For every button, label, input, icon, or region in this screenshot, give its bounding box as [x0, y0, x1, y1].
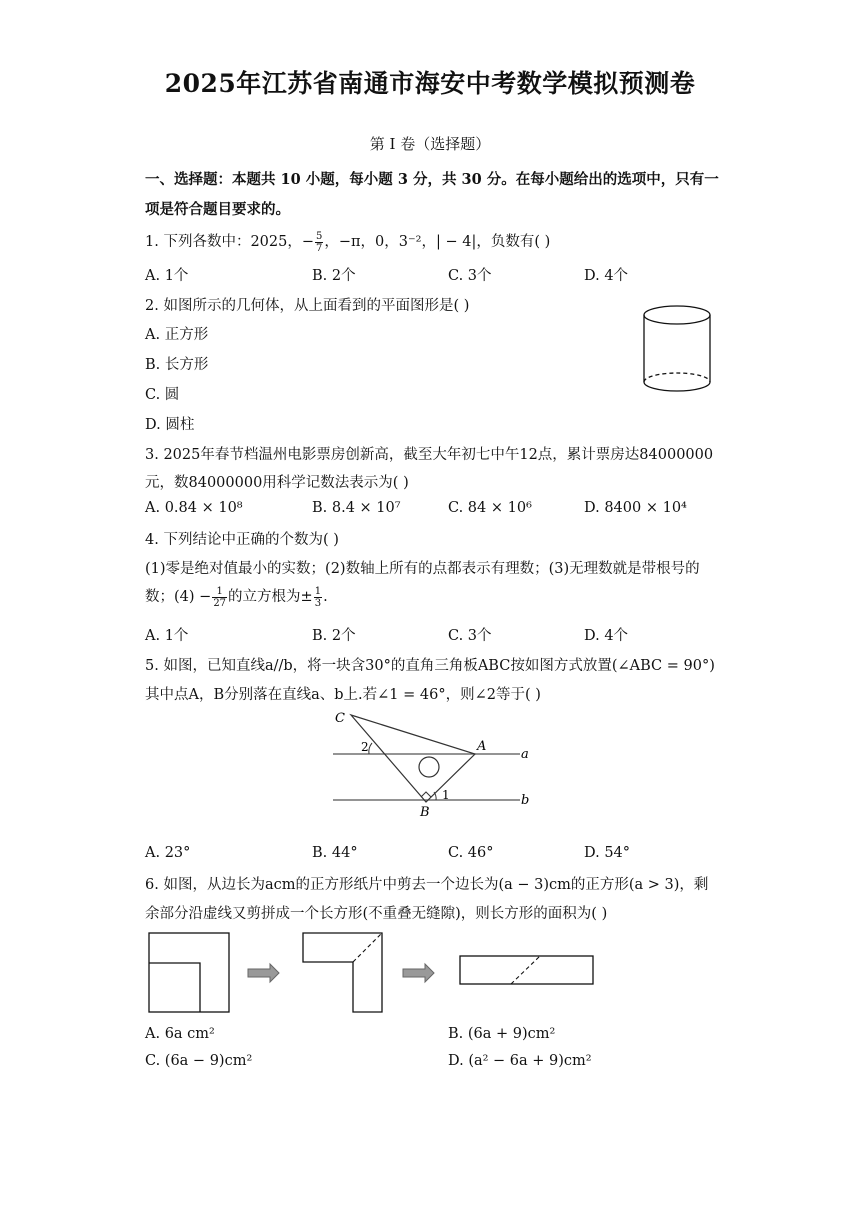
question-4-line-2: 数；(4) − $\frac{1}{27}$ 的立方根为± $\frac{1}{3}$ .	[145, 585, 328, 609]
q1-option-b[interactable]: B. 2个	[312, 268, 356, 284]
cylinder-figure	[638, 300, 718, 400]
q4-option-c[interactable]: C. 3个	[448, 628, 492, 644]
question-3-line-2: 元，数84000000用科学记数法表示为( )	[145, 475, 409, 491]
q1-stem-pre: 1. 下列各数中：2025，−	[145, 234, 314, 250]
label-line-b: b	[521, 793, 530, 808]
question-3-line-1: 3. 2025年春节档温州电影票房创新高，截至大年初七中午12点，累计票房达84000000	[145, 447, 714, 463]
q2-option-c[interactable]: C. 圆	[145, 387, 180, 403]
question-4-stem: 4. 下列结论中正确的个数为( )	[145, 532, 339, 548]
q5-option-b[interactable]: B. 44°	[312, 845, 358, 861]
q5-option-c[interactable]: C. 46°	[448, 845, 494, 861]
q2-option-d[interactable]: D. 圆柱	[145, 417, 195, 433]
section-title: 第 I 卷（选择题）	[369, 135, 491, 153]
question-5-line-2: 其中点A，B分别落在直线a、b上.若∠1 = 46°，则∠2等于( )	[145, 687, 541, 703]
q1-option-d[interactable]: D. 4个	[584, 268, 629, 284]
instructions-line-1: 一、选择题：本题共 10 小题，每小题 3 分，共 30 分。在每小题给出的选项中，只有一	[145, 171, 719, 188]
q6-option-b[interactable]: B. (6a + 9)cm²	[448, 1026, 556, 1042]
q1-option-a[interactable]: A. 1个	[145, 268, 189, 284]
q3-option-c[interactable]: C. 84 × 10⁶	[448, 500, 532, 516]
label-A: A	[477, 739, 487, 754]
q6-option-d[interactable]: D. (a² − 6a + 9)cm²	[448, 1053, 592, 1069]
q3-option-d[interactable]: D. 8400 × 10⁴	[584, 500, 687, 516]
q4-fraction-2: $\frac{1}{3}$	[314, 585, 322, 609]
q3-option-b[interactable]: B. 8.4 × 10⁷	[312, 500, 401, 516]
q2-option-a[interactable]: A. 正方形	[145, 327, 209, 343]
question-4-line-1: (1)零是绝对值最小的实数；(2)数轴上所有的点都表示有理数；(3)无理数就是带根号的	[145, 561, 700, 577]
q6-option-c[interactable]: C. (6a − 9)cm²	[145, 1053, 253, 1069]
q4-option-d[interactable]: D. 4个	[584, 628, 629, 644]
q3-option-a[interactable]: A. 0.84 × 10⁸	[145, 500, 243, 516]
label-B: B	[420, 805, 430, 820]
q2-option-b[interactable]: B. 长方形	[145, 357, 209, 373]
q4-option-a[interactable]: A. 1个	[145, 628, 189, 644]
label-line-a: a	[521, 747, 529, 762]
question-2-stem: 2. 如图所示的几何体，从上面看到的平面图形是( )	[145, 298, 470, 314]
square-cut-figure	[140, 925, 610, 1020]
q4-fraction-1: $\frac{1}{27}$	[213, 585, 227, 609]
question-6-line-2: 余部分沿虚线又剪拼成一个长方形(不重叠无缝隙)，则长方形的面积为( )	[145, 906, 608, 922]
label-angle-1: 1	[442, 788, 450, 802]
question-5-line-1: 5. 如图，已知直线a//b，将一块含30°的直角三角板ABC按如图方式放置(∠ABC = 90°)	[145, 658, 715, 674]
q4-option-b[interactable]: B. 2个	[312, 628, 356, 644]
page-title: 2025年江苏省南通市海安中考数学模拟预测卷	[164, 69, 696, 98]
instructions-line-2: 项是符合题目要求的。	[145, 201, 290, 218]
q5-option-a[interactable]: A. 23°	[145, 845, 191, 861]
label-angle-2: 2	[361, 740, 369, 754]
label-C: C	[335, 711, 345, 726]
question-1-stem	[145, 230, 550, 254]
q5-option-d[interactable]: D. 54°	[584, 845, 631, 861]
q6-option-a[interactable]: A. 6a cm²	[145, 1026, 215, 1042]
q1-option-c[interactable]: C. 3个	[448, 268, 492, 284]
question-6-line-1: 6. 如图，从边长为acm的正方形纸片中剪去一个边长为(a − 3)cm的正方形(a > 3)，剩	[145, 877, 709, 893]
triangle-parallel-lines-figure	[325, 705, 540, 825]
q1-stem-post: ，−π，0，3⁻²，| − 4|，负数有( )	[324, 234, 551, 250]
q1-fraction: $\frac{5}{7}$	[316, 230, 323, 254]
